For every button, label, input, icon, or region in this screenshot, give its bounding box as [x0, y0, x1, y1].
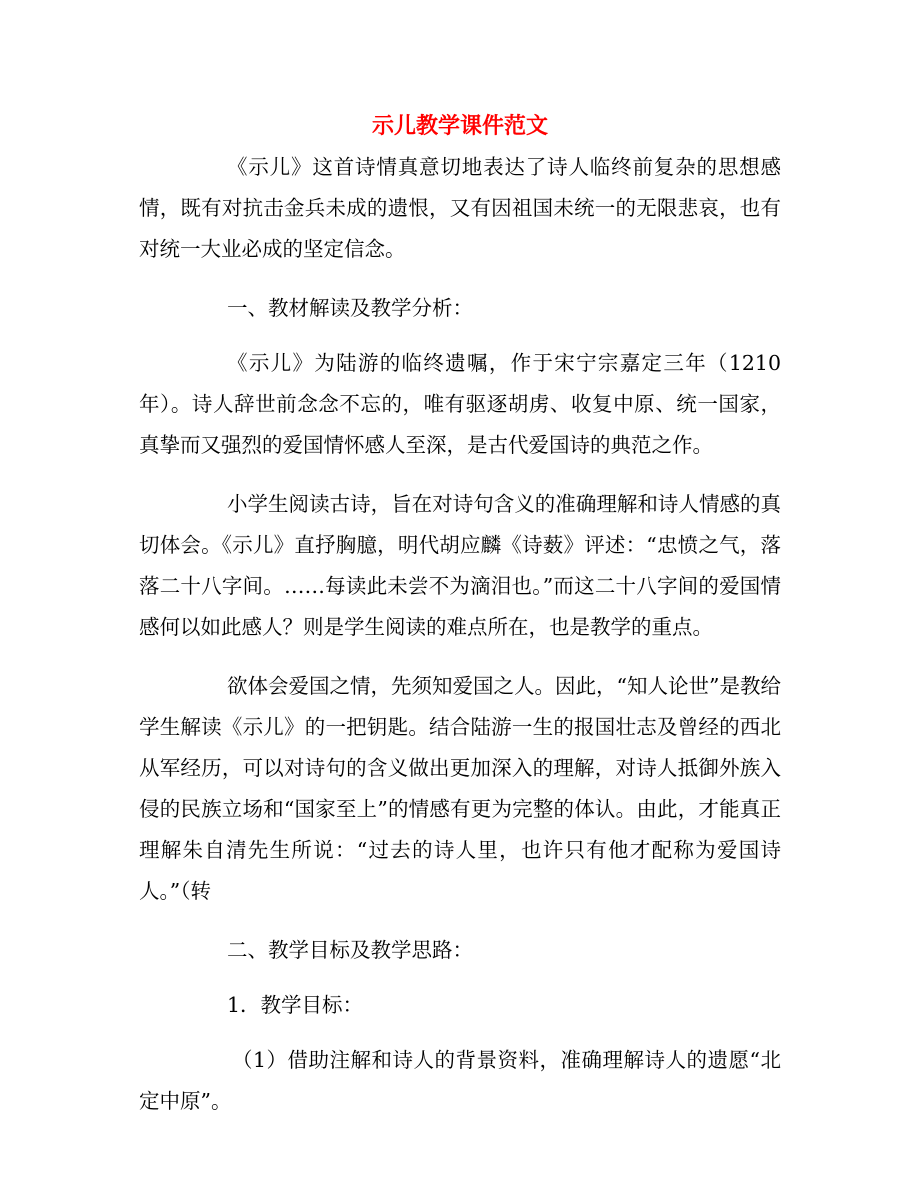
paragraph-material: 《示儿》为陆游的临终遗嘱，作于宋宁宗嘉定三年（1210年）。诗人辞世前念念不忘的，唯有驱逐胡虏、收复中原、统一国家，真挚而又强烈的爱国情怀感人至深，是古代爱国诗的典范之作。	[139, 351, 781, 457]
objective-item-1: （1）借助注解和诗人的背景资料，准确理解诗人的遗愿“北定中原”。	[139, 1048, 781, 1113]
paragraph-reading: 小学生阅读古诗，旨在对诗句含义的准确理解和诗人情感的真切体会。《示儿》直抒胸臆，明代胡应麟《诗薮》评述：“忠愤之气，落落二十八字间。……每读此未尝不为滴泪也。”而这二十八字间的爱国情感何以如此感人？则是学生阅读的难点所在，也是教学的重点。	[139, 492, 781, 639]
section-heading-1: 一、教材解读及教学分析：	[227, 296, 473, 320]
subsection-heading: 1．教学目标：	[227, 993, 364, 1017]
document-title: 示儿教学课件范文	[371, 113, 548, 139]
document-body	[139, 147, 781, 1140]
paragraph-patriotism: 欲体会爱国之情，先须知爱国之人。因此，“知人论世”是教给学生解读《示儿》的一把钥匙。结合陆游一生的报国壮志及曾经的西北从军经历，可以对诗句的含义做出更加深入的理解，对诗人抵御外族入侵的民族立场和“国家至上”的情感有更为完整的体认。由此，才能真正理解朱自清先生所说：“过去的诗人里，也许只有他才配称为爱国诗人。”（转	[139, 674, 781, 903]
paragraph-intro: 《示儿》这首诗情真意切地表达了诗人临终前复杂的思想感情，既有对抗击金兵未成的遗恨，又有因祖国未统一的无限悲哀，也有对统一大业必成的坚定信念。	[139, 155, 781, 261]
section-heading-2: 二、教学目标及教学思路：	[227, 938, 473, 962]
